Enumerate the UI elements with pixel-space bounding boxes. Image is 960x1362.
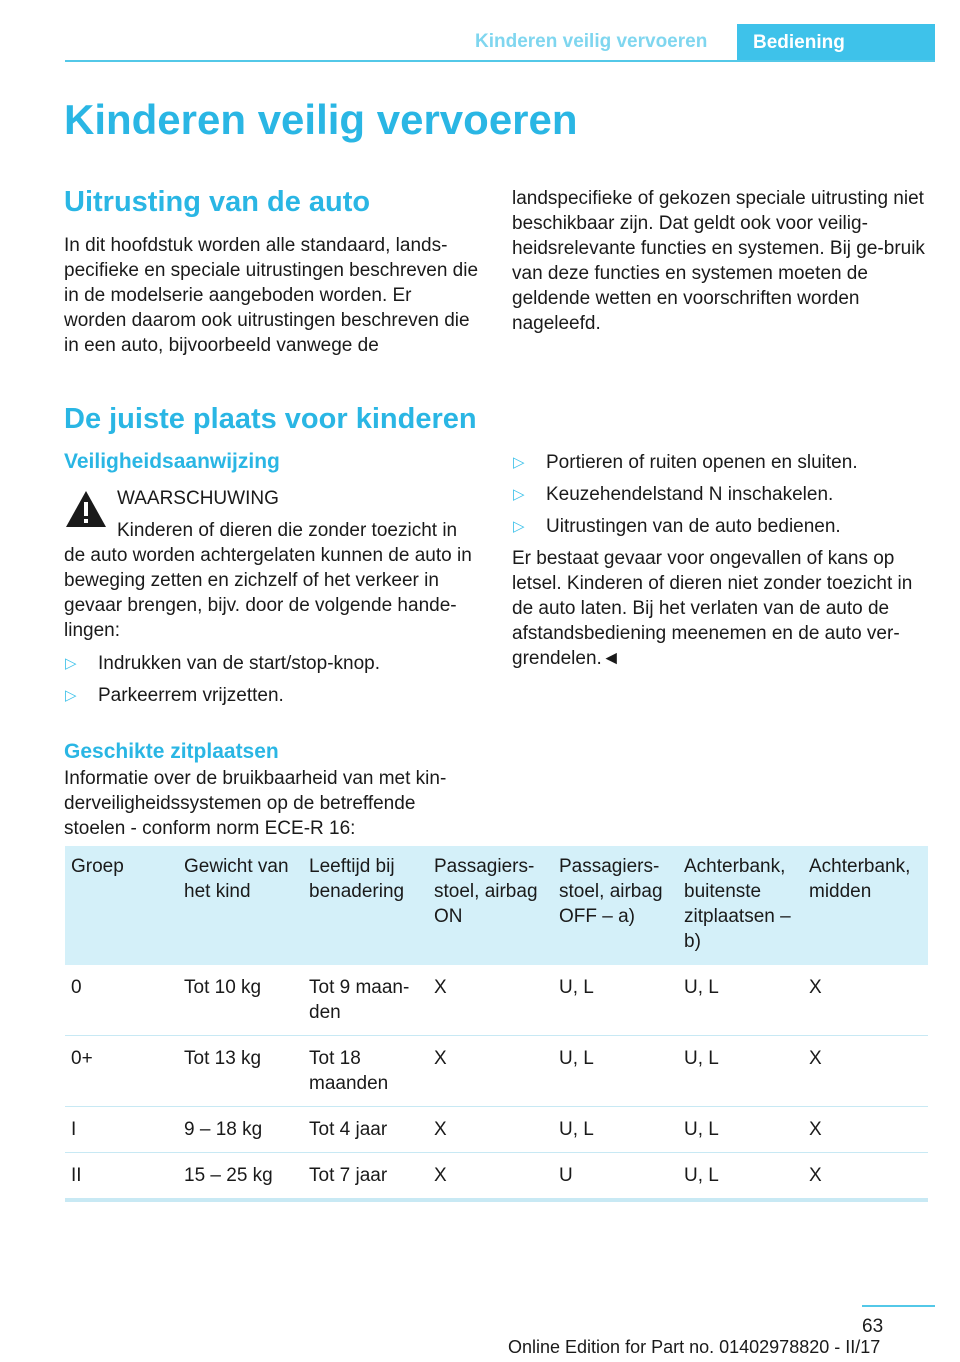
table-header-cell: Passagiers-stoel, airbag OFF – a): [553, 846, 678, 965]
warning-label: WAARSCHUWING: [117, 488, 279, 509]
table-cell: U, L: [553, 1036, 678, 1107]
table-cell: I: [65, 1107, 178, 1153]
warning-text: Kinderen of dieren die zonder toezicht in de auto worden achtergelaten kunnen de auto in beweging zetten en zichzelf of het verkeer in gevaar brengen, bijv. door de volgende hande-lingen:: [64, 520, 472, 641]
bullet-triangle-icon: ▷: [65, 655, 77, 672]
section-heading-child-seats: De juiste plaats voor kinderen: [64, 403, 477, 435]
subheading-suitable-seats: Geschikte zitplaatsen: [64, 740, 279, 763]
table-header-cell: Gewicht van het kind: [178, 846, 303, 965]
table-row: [65, 1107, 928, 1153]
table-cell: X: [803, 965, 928, 1036]
table-header-cell: Achterbank, buitenste zitplaatsen – b): [678, 846, 803, 965]
list-item: ▷ Keuzehendelstand N inschakelen.: [513, 484, 834, 505]
table-cell: X: [428, 1153, 553, 1201]
equipment-text-col1: In dit hoofdstuk worden alle standaard, lands-pecifieke en speciale uitrustingen beschreven die in de modelserie aangeboden worden. Er worden daarom ook uitrustingen beschreven die in een auto, bijvoorbeeld vanwege de: [64, 235, 479, 356]
table-cell: II: [65, 1153, 178, 1201]
bullet-triangle-icon: ▷: [513, 518, 525, 535]
header-tab-label: Bediening: [753, 32, 845, 53]
footer-edition: Online Edition for Part no. 01402978820 - II/17: [508, 1337, 881, 1357]
table-cell: Tot 10 kg: [178, 965, 303, 1036]
seat-suitability-table: [65, 846, 928, 1202]
table-header-cell: Groep: [65, 846, 178, 965]
warning-bullets-col2: [512, 450, 932, 546]
table-cell: Tot 7 jaar: [303, 1153, 428, 1201]
table-cell: Tot 13 kg: [178, 1036, 303, 1107]
table-header-cell: Leeftijd bij benadering: [303, 846, 428, 965]
table-cell: 0: [65, 965, 178, 1036]
bullet-triangle-icon: ▷: [513, 454, 525, 471]
page-number: 63: [862, 1316, 884, 1337]
subheading-safety: Veiligheidsaanwijzing: [64, 450, 280, 473]
table-cell: 0+: [65, 1036, 178, 1107]
footer-rule: [862, 1305, 935, 1307]
table-cell: X: [428, 965, 553, 1036]
table-cell: X: [803, 1107, 928, 1153]
table-cell: U, L: [553, 965, 678, 1036]
header-tab: [737, 24, 935, 62]
page-title: Kinderen veilig vervoeren: [64, 96, 578, 143]
table-cell: 9 – 18 kg: [178, 1107, 303, 1153]
section-heading-equipment: Uitrusting van de auto: [64, 186, 371, 218]
table-cell: U: [553, 1153, 678, 1201]
list-item: ▷ Indrukken van de start/stop-knop.: [65, 653, 380, 674]
table-cell: U, L: [678, 1153, 803, 1201]
warning-bullets-col1: [64, 651, 484, 715]
list-item: ▷ Parkeerrem vrijzetten.: [65, 685, 284, 706]
table-cell: U, L: [678, 1107, 803, 1153]
bullet-triangle-icon: ▷: [513, 486, 525, 503]
bullet-triangle-icon: ▷: [65, 687, 77, 704]
table-cell: Tot 18 maanden: [303, 1036, 428, 1107]
table-row: [65, 965, 928, 1036]
table-row: [65, 1036, 928, 1107]
table-cell: X: [428, 1107, 553, 1153]
table-cell: U, L: [678, 1036, 803, 1107]
table-header-row: [65, 846, 928, 965]
table-cell: Tot 9 maan-den: [303, 965, 428, 1036]
table-row: [65, 1153, 928, 1201]
table-cell: X: [803, 1036, 928, 1107]
header-rule: [65, 60, 935, 62]
header-section-label: Kinderen veilig vervoeren: [475, 31, 708, 52]
table-cell: Tot 4 jaar: [303, 1107, 428, 1153]
table-cell: U, L: [678, 965, 803, 1036]
list-item: ▷ Portieren of ruiten openen en sluiten.: [513, 452, 858, 473]
table-cell: 15 – 25 kg: [178, 1153, 303, 1201]
table-cell: X: [803, 1153, 928, 1201]
list-item: ▷ Uitrustingen van de auto bedienen.: [513, 516, 841, 537]
table-header-cell: Achterbank, midden: [803, 846, 928, 965]
table-header-cell: Passagiers-stoel, airbag ON: [428, 846, 553, 965]
table-cell: X: [428, 1036, 553, 1107]
equipment-text-col2: landspecifieke of gekozen speciale uitrusting niet beschikbaar zijn. Dat geldt ook voor veilig-heidsrelevante functies en systemen. Bij ge-bruik van deze functies en systemen moeten de geldende wetten en voorschriften worden nageleefd.: [512, 188, 925, 334]
table-cell: U, L: [553, 1107, 678, 1153]
seats-intro: Informatie over de bruikbaarheid van met kin-derveiligheidssystemen op de betreffende stoelen - conform norm ECE-R 16:: [64, 768, 447, 839]
warning-conclusion: Er bestaat gevaar voor ongevallen of kans op letsel. Kinderen of dieren niet zonder toezicht in de auto laten. Bij het verlaten van de auto de afstandsbediening meenemen en de auto ver-grendelen.◄: [512, 548, 913, 669]
